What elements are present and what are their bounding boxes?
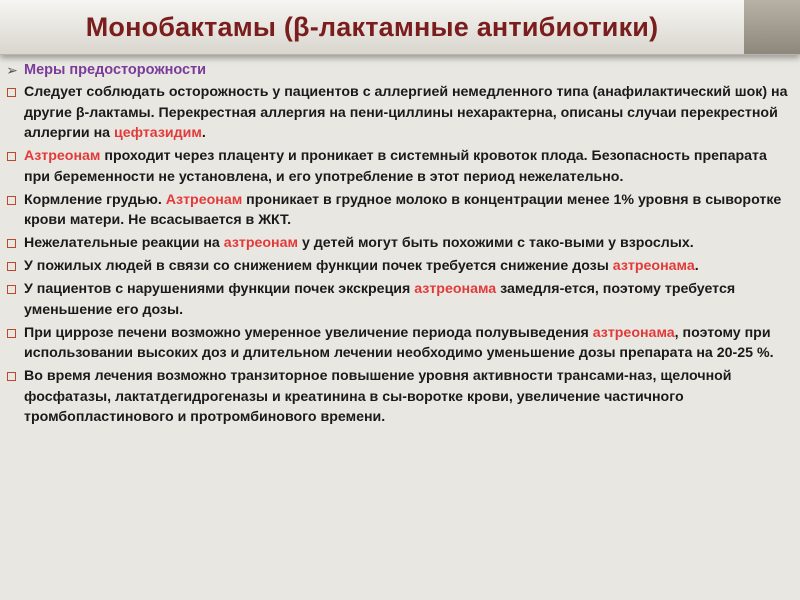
bullet-text-segment: проходит через плаценту и проникает в системный кровоток плода. Безопасность препарата при беременности не установлена, и его употребление в этот период нежелательно. bbox=[24, 148, 767, 185]
slide-title: Монобактамы (β-лактамные антибиотики) bbox=[85, 12, 659, 42]
bullet-item bbox=[0, 256, 792, 277]
bullet-text-segment: У пациентов с нарушениями функции почек экскреция bbox=[24, 281, 415, 297]
arrow-bullet-icon: ➢ bbox=[6, 61, 18, 78]
section-heading-row bbox=[0, 58, 792, 82]
bullet-text bbox=[24, 279, 792, 320]
drug-name-highlight: азтреонама bbox=[592, 324, 675, 341]
square-bullet-icon bbox=[7, 196, 16, 205]
bullet-list bbox=[0, 82, 792, 428]
bullet-text-segment: . bbox=[694, 258, 699, 274]
square-bullet-icon bbox=[7, 285, 16, 294]
square-bullet-icon bbox=[7, 239, 16, 248]
bullet-text-segment: Нежелательные реакции на bbox=[24, 235, 224, 251]
bullet-text-segment: у детей могут быть похожими с тако-выми у взрослых. bbox=[298, 235, 694, 251]
bullet-text-segment: При циррозе печени возможно умеренное увеличение периода полувыведения bbox=[24, 324, 593, 341]
square-bullet-icon bbox=[7, 262, 16, 271]
bullet-text-segment: У пожилых людей в связи со снижением функции почек требуется снижение дозы bbox=[24, 258, 613, 274]
bullet-item bbox=[0, 190, 792, 231]
drug-name-highlight: азтреонама bbox=[612, 258, 695, 274]
bullet-item bbox=[0, 323, 792, 364]
bullet-text bbox=[24, 256, 792, 277]
bullet-text bbox=[24, 190, 792, 231]
bullet-text bbox=[24, 146, 792, 187]
bullet-text-segment: проникает в грудное молоко в концентрации менее 1% уровня в сыворотке крови матери. Не всасывается в ЖКТ. bbox=[24, 191, 782, 228]
slide-content bbox=[0, 58, 792, 430]
bullet-item bbox=[0, 233, 792, 254]
bullet-text-segment: Во время лечения возможно транзиторное повышение уровня активности трансами-наз, щелочной фосфатазы, лактатдегидрогеназы и креатинина в сы-воротке крови, увеличение частичного тромбопластинового и протромбинового времени. bbox=[24, 368, 732, 425]
drug-name-highlight: азтреонама bbox=[414, 281, 497, 297]
section-heading: Меры предосторожности bbox=[24, 61, 207, 78]
drug-name-highlight: цефтазидим bbox=[113, 125, 202, 141]
square-bullet-icon bbox=[7, 329, 16, 338]
bullet-text bbox=[24, 323, 792, 364]
square-bullet-icon bbox=[7, 372, 16, 381]
bullet-text-segment: замедля-ется, поэтому требуется уменьшение его дозы. bbox=[24, 281, 736, 318]
bullet-text bbox=[24, 82, 792, 144]
title-bar bbox=[0, 0, 800, 55]
bullet-text-segment: . bbox=[201, 125, 206, 141]
bullet-item bbox=[0, 279, 792, 320]
drug-name-highlight: Азтреонам bbox=[24, 148, 101, 164]
bullet-text bbox=[24, 366, 792, 428]
square-bullet-icon bbox=[7, 88, 16, 97]
bullet-text bbox=[24, 233, 792, 254]
square-bullet-icon bbox=[7, 152, 16, 161]
title-bar-accent bbox=[744, 0, 800, 54]
bullet-item bbox=[0, 366, 792, 428]
drug-name-highlight: Азтреонам bbox=[165, 191, 243, 208]
bullet-text-segment: Следует соблюдать осторожность у пациентов с аллергией немедленного типа (анафилактический шок) на другие β-лактамы. Перекрестная аллергия на пени-циллины нехарактерна, описаны случаи перекрестной аллергии на bbox=[24, 84, 788, 141]
drug-name-highlight: азтреонам bbox=[223, 235, 299, 251]
bullet-item bbox=[0, 146, 792, 187]
bullet-text-segment: Кормление грудью. bbox=[24, 191, 166, 208]
bullet-text-segment: , поэтому при использовании высоких доз и длительном лечении необходимо уменьшение дозы препарата на 20-25 %. bbox=[24, 324, 774, 361]
bullet-item bbox=[0, 82, 792, 144]
